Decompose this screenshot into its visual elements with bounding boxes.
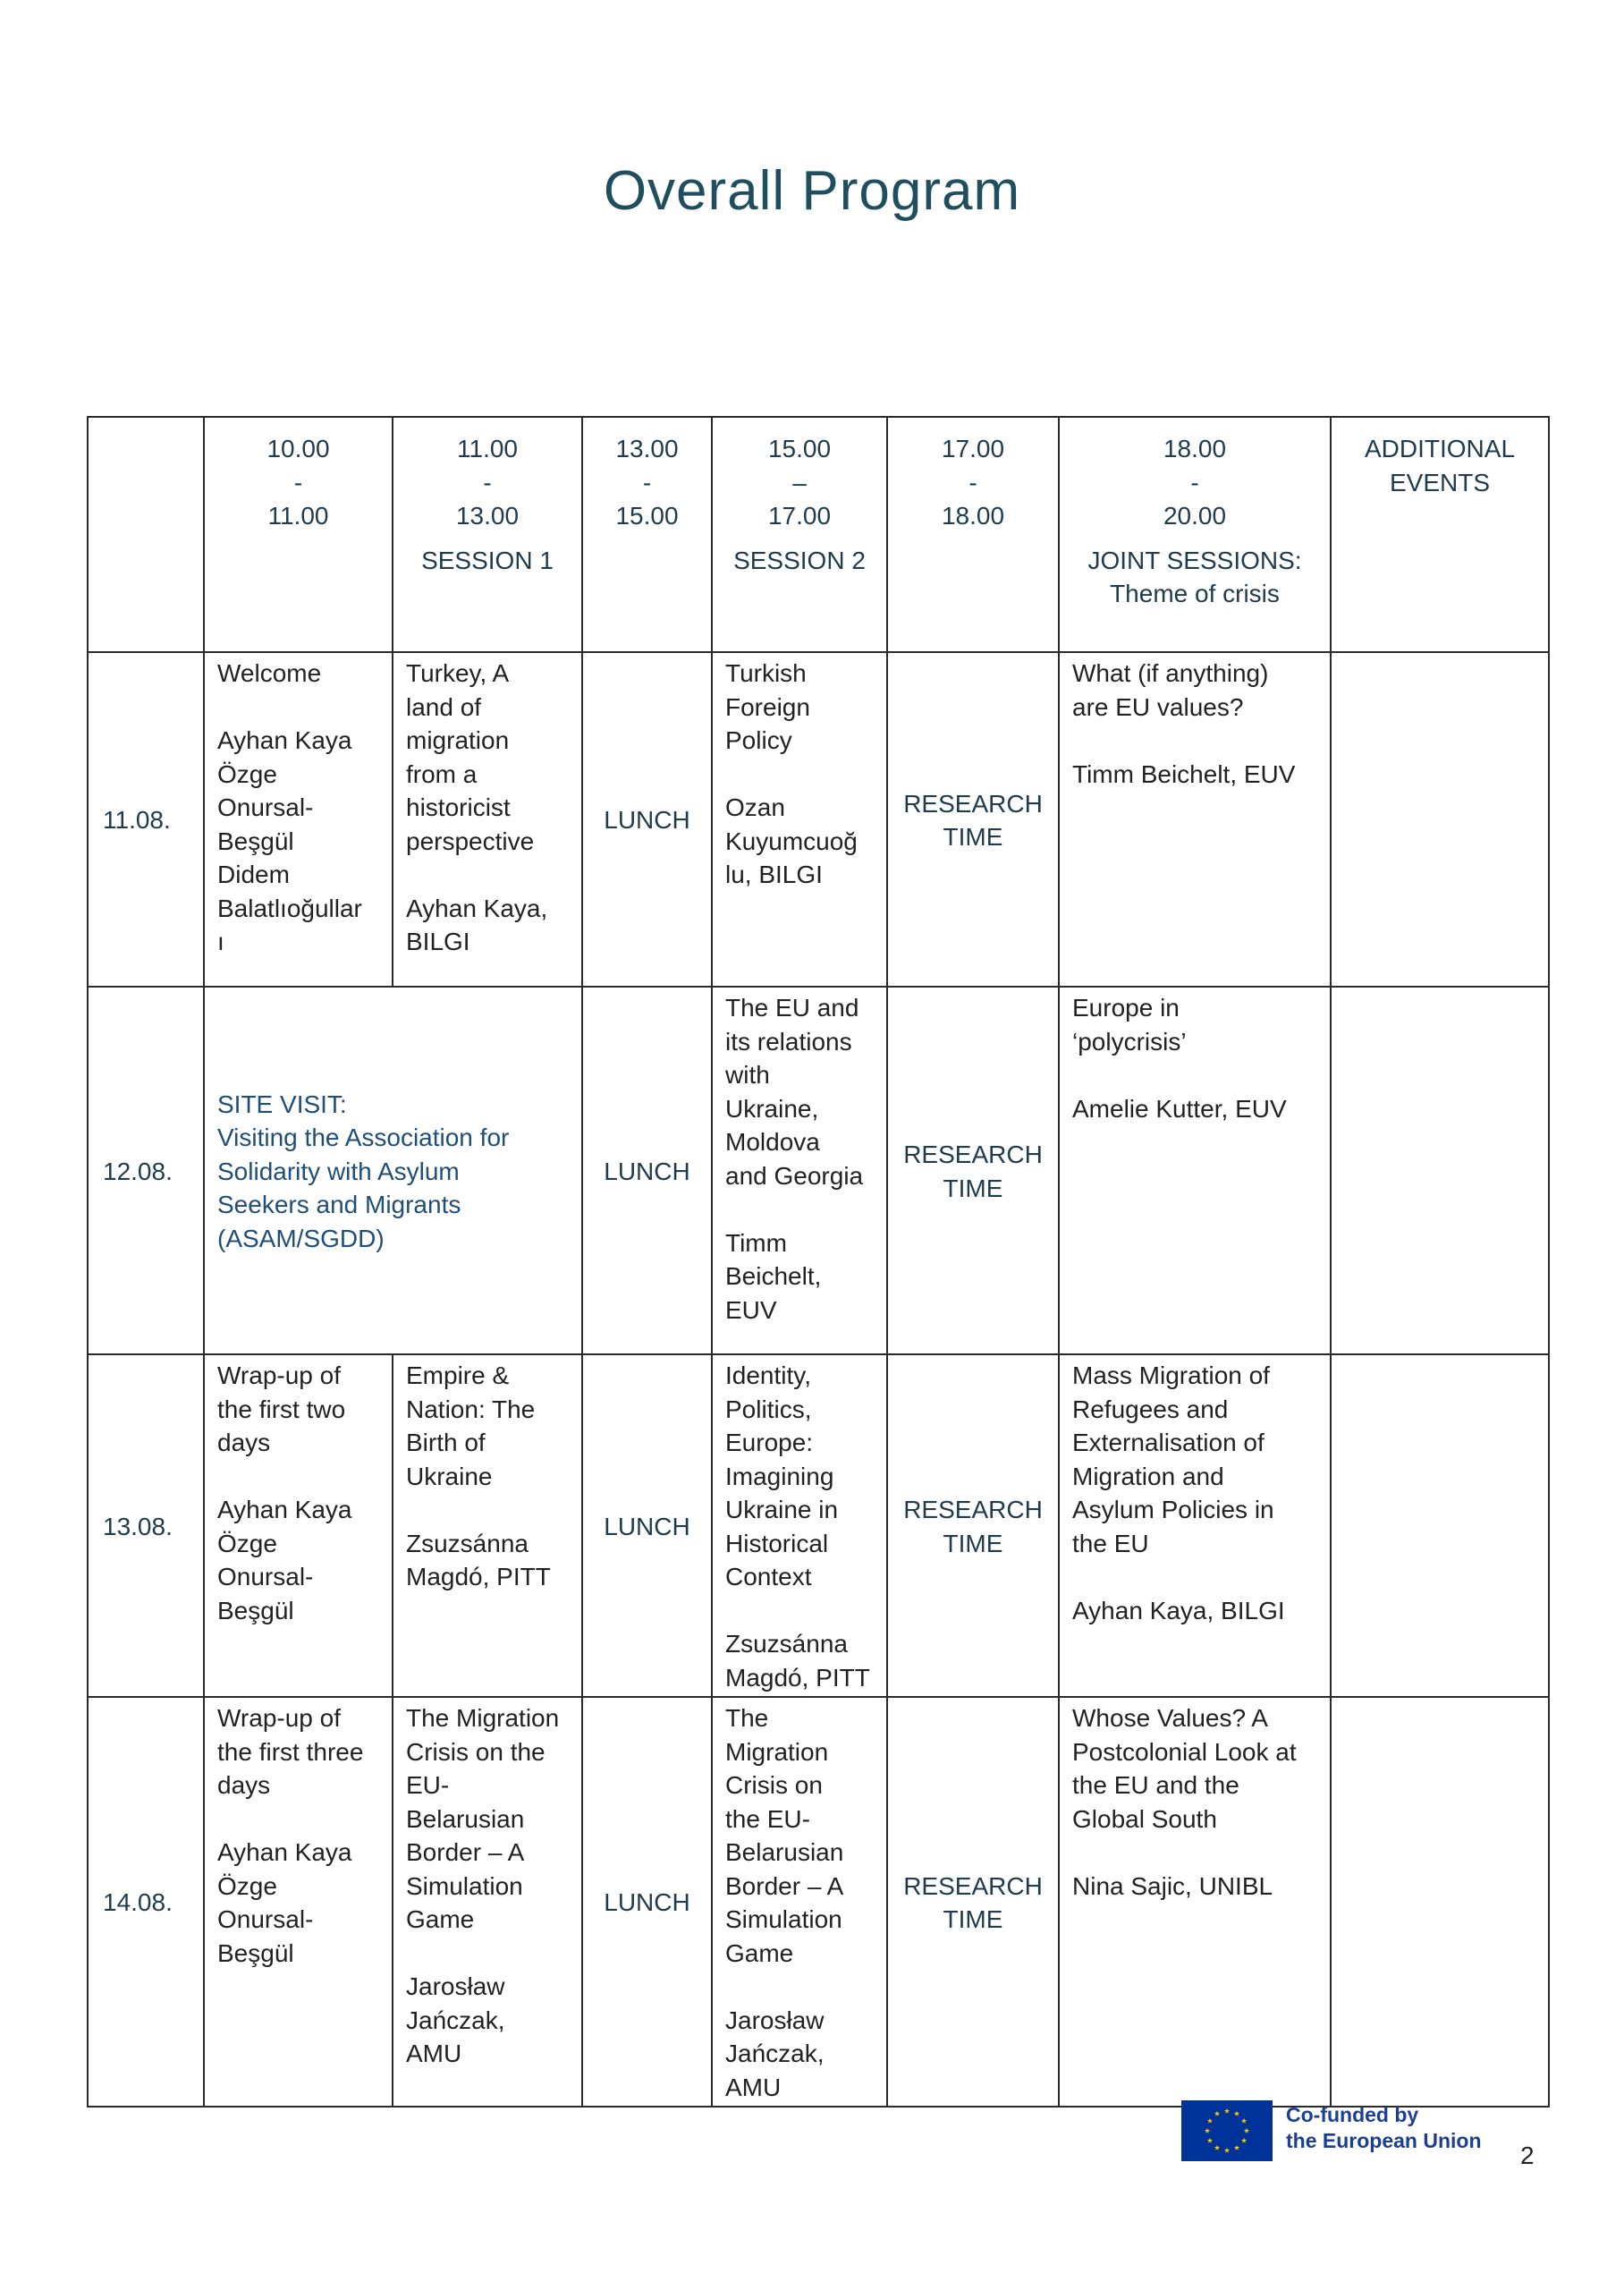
program-cell: The EU and its relations with Ukraine, Moldova and Georgia Timm Beichelt, EUV bbox=[712, 987, 887, 1354]
program-cell: Turkish Foreign Policy Ozan Kuyumcuoğ lu, BILGI bbox=[712, 652, 887, 987]
table-row bbox=[88, 987, 1549, 1354]
program-cell: What (if anything) are EU values? Timm Beichelt, EUV bbox=[1059, 652, 1331, 987]
lunch-cell: LUNCH bbox=[582, 987, 712, 1354]
time-start: 17.00 bbox=[941, 435, 1005, 462]
time-start: 11.00 bbox=[457, 435, 518, 462]
time-slot-header bbox=[204, 417, 393, 652]
time-end: 20.00 bbox=[1163, 502, 1227, 530]
table-row bbox=[88, 652, 1549, 987]
lunch-cell: LUNCH bbox=[582, 652, 712, 987]
additional-events-cell bbox=[1331, 1697, 1549, 2107]
additional-events-label: ADDITIONAL EVENTS bbox=[1364, 435, 1516, 496]
time-separator: - bbox=[293, 468, 303, 496]
program-cell: The Migration Crisis on the EU- Belarusian Border – A Simulation Game Jarosław Jańczak, AMU bbox=[393, 1697, 582, 2107]
program-cell: Mass Migration of Refugees and Externalisation of Migration and Asylum Policies in the EU Ayhan Kaya, BILGI bbox=[1059, 1354, 1331, 1697]
header-row bbox=[88, 417, 1549, 652]
time-separator: - bbox=[968, 468, 977, 496]
additional-events-cell bbox=[1331, 652, 1549, 987]
program-cell: The Migration Crisis on the EU- Belarusian Border – A Simulation Game Jarosław Jańczak, AMU bbox=[712, 1697, 887, 2107]
time-separator: - bbox=[1190, 468, 1199, 496]
time-end: 11.00 bbox=[267, 502, 329, 530]
research-time-cell: RESEARCH TIME bbox=[887, 987, 1059, 1354]
date-cell: 12.08. bbox=[88, 987, 204, 1354]
time-start: 13.00 bbox=[615, 435, 679, 462]
research-time-cell: RESEARCH TIME bbox=[887, 1697, 1059, 2107]
additional-events-header bbox=[1331, 417, 1549, 652]
time-end: 18.00 bbox=[941, 502, 1005, 530]
additional-events-cell bbox=[1331, 987, 1549, 1354]
lunch-cell: LUNCH bbox=[582, 1697, 712, 2107]
time-start: 15.00 bbox=[767, 435, 832, 462]
research-time-cell: RESEARCH TIME bbox=[887, 1354, 1059, 1697]
research-time-cell: RESEARCH TIME bbox=[887, 652, 1059, 987]
site-visit-cell: SITE VISIT: Visiting the Association for Solidarity with Asylum Seekers and Migrants (ASAM/SGDD) bbox=[204, 987, 582, 1354]
program-cell: Welcome Ayhan Kaya Özge Onursal- Beşgül Didem Balatlıoğullar ı bbox=[204, 652, 393, 987]
time-slot-header bbox=[582, 417, 712, 652]
additional-events-cell bbox=[1331, 1354, 1549, 1697]
co-funded-text: Co-funded by the European Union bbox=[1286, 2103, 1482, 2152]
eu-flag-icon bbox=[1181, 2100, 1273, 2161]
time-end: 13.00 bbox=[455, 502, 520, 530]
time-separator: – bbox=[792, 468, 807, 496]
program-cell: Wrap-up of the first three days Ayhan Kaya Özge Onursal- Beşgül bbox=[204, 1697, 393, 2107]
time-separator: - bbox=[483, 468, 492, 496]
date-cell: 13.08. bbox=[88, 1354, 204, 1697]
table-row bbox=[88, 1697, 1549, 2107]
page-title: Overall Program bbox=[603, 160, 1021, 222]
session-label: SESSION 2 bbox=[733, 546, 866, 574]
time-start: 10.00 bbox=[266, 435, 330, 462]
program-cell: Empire & Nation: The Birth of Ukraine Zsuzsánna Magdó, PITT bbox=[393, 1354, 582, 1697]
program-cell: Turkey, A land of migration from a historicist perspective Ayhan Kaya, BILGI bbox=[393, 652, 582, 987]
page-number: 2 bbox=[1520, 2142, 1535, 2169]
time-slot-header bbox=[393, 417, 582, 652]
time-slot-header bbox=[887, 417, 1059, 652]
time-end: 15.00 bbox=[615, 502, 679, 530]
time-slot-header bbox=[712, 417, 887, 652]
session-label: SESSION 1 bbox=[421, 546, 554, 574]
table-row bbox=[88, 1354, 1549, 1697]
time-separator: - bbox=[642, 468, 652, 496]
header-empty-cell bbox=[88, 417, 204, 652]
program-cell: Europe in ‘polycrisis’ Amelie Kutter, EUV bbox=[1059, 987, 1331, 1354]
lunch-cell: LUNCH bbox=[582, 1354, 712, 1697]
session-label: JOINT SESSIONS: Theme of crisis bbox=[1087, 546, 1302, 607]
program-cell: Whose Values? A Postcolonial Look at the EU and the Global South Nina Sajic, UNIBL bbox=[1059, 1697, 1331, 2107]
date-cell: 14.08. bbox=[88, 1697, 204, 2107]
time-slot-header bbox=[1059, 417, 1331, 652]
program-cell: Identity, Politics, Europe: Imagining Ukraine in Historical Context Zsuzsánna Magdó, PITT bbox=[712, 1354, 887, 1697]
date-cell: 11.08. bbox=[88, 652, 204, 987]
time-end: 17.00 bbox=[767, 502, 832, 530]
time-start: 18.00 bbox=[1163, 435, 1227, 462]
program-cell: Wrap-up of the first two days Ayhan Kaya Özge Onursal- Beşgül bbox=[204, 1354, 393, 1697]
program-table bbox=[87, 416, 1550, 2108]
